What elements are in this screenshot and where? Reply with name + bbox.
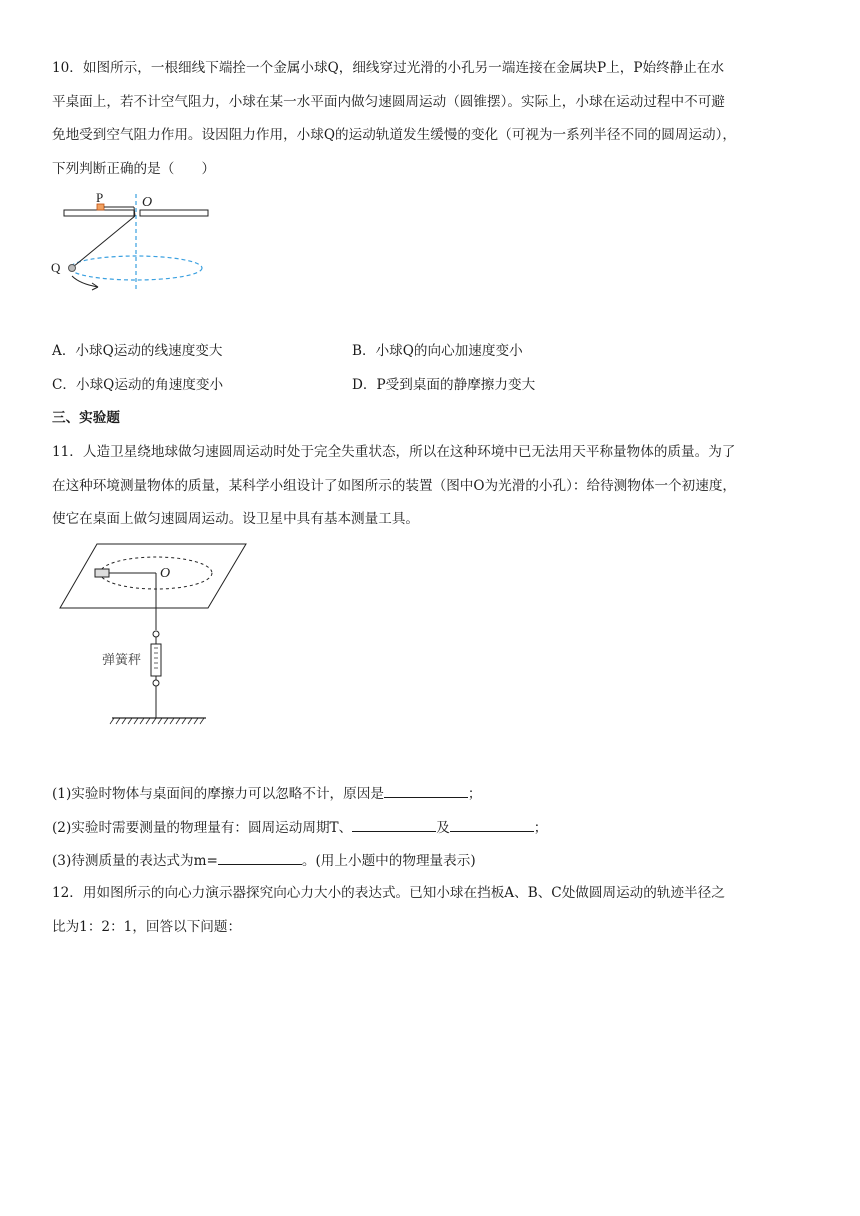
- q11-sub2-blank-2[interactable]: [450, 818, 534, 832]
- q11-line-3: 使它在桌面上做匀速圆周运动。设卫星中具有基本测量工具。: [52, 511, 420, 527]
- q12-line-1: 12．用如图所示的向心力演示器探究向心力大小的表达式。已知小球在挡板A、B、C处做圆周运动的轨迹半径之: [52, 885, 725, 901]
- q10-conical-pendulum-figure: [50, 188, 220, 298]
- object-block: [95, 569, 109, 577]
- q10-line-1: 10．如图所示，一根细线下端拴一个金属小球Q，细线穿过光滑的小孔另一端连接在金属块P上，P始终静止在水: [52, 60, 725, 76]
- section-title: 三、实验题: [52, 410, 120, 426]
- label-p: P: [96, 190, 104, 205]
- q11-sub3: [52, 851, 812, 870]
- spring-scale-label: 弹簧秤: [102, 653, 142, 668]
- label-q: Q: [51, 260, 61, 275]
- q11-sub3-end: 。(用上小题中的物理量表示): [301, 853, 476, 869]
- q11-sub1-blank[interactable]: [384, 784, 468, 798]
- q10-option-b: B．小球Q的向心加速度变小: [352, 343, 523, 359]
- q11-line-1: 11．人造卫星绕地球做匀速圆周运动时处于完全失重状态，所以在这种环境中已无法用天平称量物体的质量。为了: [52, 444, 736, 460]
- q11-sub1-end: ；: [467, 786, 482, 802]
- motion-arrow-icon: [72, 276, 98, 287]
- q10-line-2: 平桌面上，若不计空气阻力，小球在某一水平面内做匀速圆周运动（圆锥摆）。实际上，小球在运动过程中不可避: [52, 94, 725, 110]
- q10-option-a: A．小球Q运动的线速度变大: [52, 343, 223, 359]
- table-left-plate: [64, 210, 134, 216]
- label-o: O: [142, 195, 153, 210]
- q11-line-2: 在这种环境测量物体的质量，某科学小组设计了如图所示的装置（图中O为光滑的小孔）：给待测物体一个初速度，: [52, 478, 737, 494]
- label-o: O: [160, 566, 171, 581]
- q11-sub3-text: (3)待测质量的表达式为m=: [52, 853, 218, 869]
- q10-line-3: 免地受到空气阻力作用。设因阻力作用，小球Q的运动轨道发生缓慢的变化（可视为一系列半径不同的圆周运动），: [52, 127, 737, 143]
- q10-option-d: D．P受到桌面的静摩擦力变大: [352, 377, 536, 393]
- q11-sub3-blank[interactable]: [218, 851, 302, 865]
- ball-q: [69, 265, 76, 272]
- q12-line-2: 比为1：2：1，回答以下问题：: [52, 919, 242, 935]
- table-parallelogram: [60, 544, 246, 608]
- q11-sub2: [52, 818, 812, 837]
- q10-line-4: 下列判断正确的是（ ）: [52, 161, 216, 177]
- q11-sub2-mid: 及: [436, 820, 450, 836]
- q10-option-c: C．小球Q运动的角速度变小: [52, 377, 224, 393]
- q11-sub1: [52, 784, 812, 803]
- q11-sub2-text: (2)实验时需要测量的物理量有：圆周运动周期T、: [52, 820, 353, 836]
- q11-sub2-blank-1[interactable]: [352, 818, 436, 832]
- spring-scale-icon: [151, 644, 161, 676]
- table-right-plate: [140, 210, 208, 216]
- q11-apparatus-figure: [60, 540, 260, 730]
- q11-sub1-text: (1)实验时物体与桌面间的摩擦力可以忽略不计，原因是: [52, 786, 384, 802]
- q11-sub2-end: ；: [533, 820, 548, 836]
